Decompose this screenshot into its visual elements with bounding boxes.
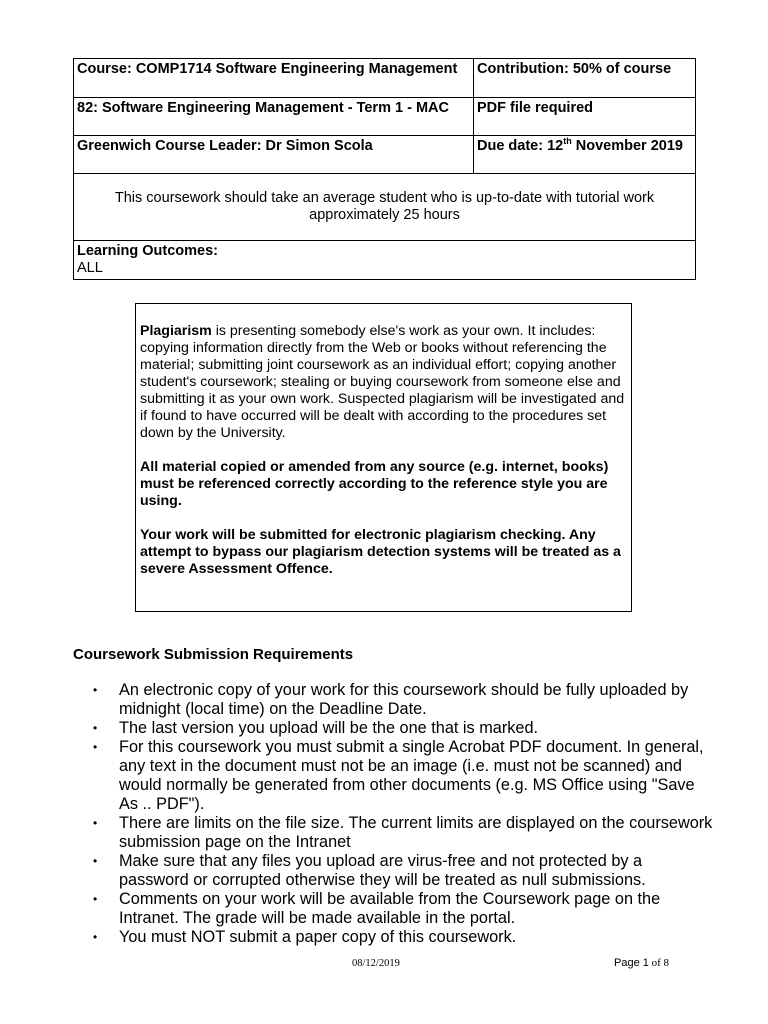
list-item — [73, 852, 713, 890]
list-item-text: An electronic copy of your work for this coursework should be fully uploaded by midnight (local time) on the Deadline Date. — [119, 681, 689, 718]
bullet-icon: • — [93, 740, 98, 754]
page-current: 1 — [642, 957, 649, 969]
footer-page-number — [614, 957, 669, 969]
due-date-cell — [474, 136, 696, 174]
bullet-icon: • — [93, 892, 98, 906]
bullet-icon: • — [93, 721, 98, 735]
module-cell: 82: Software Engineering Management - Term 1 - MAC — [74, 98, 474, 136]
coursework-header-table — [73, 58, 696, 280]
list-item — [73, 738, 713, 814]
learning-outcomes-cell — [74, 241, 696, 280]
list-item-text: Comments on your work will be available from the Coursework page on the Intranet. The grade will be made available in the portal. — [119, 890, 661, 927]
bullet-icon: • — [93, 683, 98, 697]
list-item — [73, 890, 713, 928]
list-item-text: You must NOT submit a paper copy of this coursework. — [119, 928, 517, 946]
list-item-text: There are limits on the file size. The current limits are displayed on the coursework submission page on the Intranet — [119, 814, 713, 851]
contribution-cell: Contribution: 50% of course — [474, 59, 696, 98]
submission-requirements-heading: Coursework Submission Requirements — [73, 646, 354, 663]
learning-outcomes-value: ALL — [77, 260, 103, 276]
bullet-icon: • — [93, 816, 98, 830]
list-item — [73, 681, 713, 719]
plagiarism-definition — [140, 323, 627, 442]
pdf-required-cell: PDF file required — [474, 98, 696, 136]
course-leader-cell: Greenwich Course Leader: Dr Simon Scola — [74, 136, 474, 174]
page-of-label: of — [648, 957, 664, 969]
bullet-icon: • — [93, 854, 98, 868]
referencing-notice: All material copied or amended from any source (e.g. internet, books) must be referenced correctly according to the reference style you are using. — [140, 459, 609, 509]
footer-date: 08/12/2019 — [352, 958, 400, 969]
plagiarism-notice-box — [135, 303, 632, 612]
plagiarism-definition-text: is presenting somebody else's work as your own. It includes: copying information directly from the Web or books without referencing the material; submitting joint coursework as an individual effort; copying another student's coursework; stealing or buying coursework from someone else and submitting it as your own work. Suspected plagiarism will be investigated and if found to have occurred will be dealt with according to the procedures set down by the University. — [140, 323, 625, 441]
list-item — [73, 814, 713, 852]
course-cell: Course: COMP1714 Software Engineering Management — [74, 59, 474, 98]
list-item — [73, 928, 713, 947]
due-date-prefix: Due date: 12 — [477, 138, 564, 154]
plagiarism-term: Plagiarism — [140, 323, 212, 339]
learning-outcomes-label: Learning Outcomes: — [77, 243, 218, 259]
list-item-text: Make sure that any files you upload are virus-free and not protected by a password or corrupted otherwise they will be treated as null submissions. — [119, 852, 646, 889]
due-date-ordinal: th — [563, 136, 572, 147]
list-item-text: The last version you upload will be the one that is marked. — [119, 719, 539, 737]
list-item-text: For this coursework you must submit a single Acrobat PDF document. In general, any text in the document must not be an image (i.e. must not be scanned) and would normally be generated from other documents (e.g. MS Office using "Save As .. PDF"). — [119, 738, 704, 813]
page-total: 8 — [663, 957, 670, 969]
page-label: Page — [614, 957, 643, 969]
list-item — [73, 719, 713, 738]
bullet-icon: • — [93, 930, 98, 944]
electronic-check-notice: Your work will be submitted for electronic plagiarism checking. Any attempt to bypass our plagiarism detection systems will be treated as a severe Assessment Offence. — [140, 527, 621, 577]
submission-requirements-list — [73, 681, 713, 947]
effort-note-cell: This coursework should take an average student who is up-to-date with tutorial work approximately 25 hours — [74, 174, 696, 241]
due-date-suffix: November 2019 — [571, 138, 683, 154]
